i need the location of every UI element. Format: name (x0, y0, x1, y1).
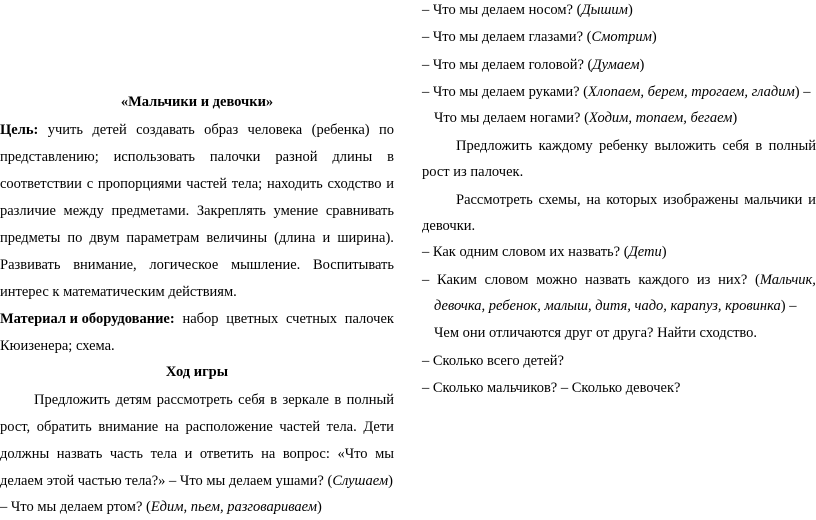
goal-word: Развивать (0, 257, 61, 273)
section-heading: Ход игры (165, 364, 229, 380)
question-word: каждого (638, 272, 690, 288)
question-text: – Как одним словом их назвать? ( (422, 244, 629, 260)
goal-line-4 (0, 201, 394, 221)
paren-open: ( (755, 272, 760, 288)
paren-close: ) – (794, 84, 811, 100)
answer-text: Смотрим (591, 29, 652, 45)
goal-word: в (387, 149, 394, 165)
paren-close: ) (388, 473, 393, 489)
answer-text: Едим, пьем, разговариваем (150, 499, 317, 515)
question-text: делаем этой частью тела?» – Что мы делаем ушами? ( (0, 473, 333, 489)
paragraph-line-1 (34, 390, 394, 410)
goal-word: Закреплять (196, 203, 266, 219)
goal-word: использовать (113, 149, 196, 165)
question-hands (422, 82, 810, 102)
paragraph2-line-2: рост из палочек. (422, 164, 524, 180)
paragraph-word: в (270, 392, 278, 408)
question-each-line-3: Чем они отличаются друг от друга? Найти сходство. (434, 325, 758, 341)
paragraph-word: полный (768, 138, 816, 154)
paragraph-word: на (261, 446, 276, 462)
goal-word: предметы (0, 230, 61, 246)
goal-word: умение (273, 203, 319, 219)
paragraph-word: внимание (98, 419, 159, 435)
question-word: – (422, 272, 430, 288)
goal-word: сравнивать (325, 203, 394, 219)
material-label: Материал и оборудование: (0, 311, 175, 327)
goal-word: различие (0, 203, 56, 219)
paragraph-word: каждому (538, 138, 593, 154)
paragraph-word: рассмотреть (156, 392, 233, 408)
goal-word: предметами. (111, 203, 190, 219)
paren-close: ) (639, 57, 645, 73)
paragraph-word: мальчики (744, 192, 803, 208)
question-text: – Что мы делаем глазами? ( (422, 29, 592, 45)
question-how-many: – Сколько всего детей? (422, 353, 564, 369)
goal-word: пропорциями (97, 176, 182, 192)
paragraph-word: назвать (56, 446, 103, 462)
paren-close: ) (627, 2, 633, 18)
goal-word: палочки (209, 149, 261, 165)
paragraph-word: и (184, 446, 193, 462)
question-text: – Что мы делаем ртом? ( (0, 499, 151, 515)
question-word: можно (536, 272, 578, 288)
paragraph-line-5 (0, 497, 322, 517)
goal-word: (ребенка) (311, 122, 370, 138)
paragraph-word: частей (279, 419, 321, 435)
question-text: – Что мы делаем носом? ( (422, 2, 582, 18)
goal-word: между (63, 203, 104, 219)
paragraph-word: Предложить (34, 392, 111, 408)
paragraph-line-4 (0, 471, 393, 491)
paragraph-word: часть (109, 446, 144, 462)
paragraph-word: в (755, 138, 763, 154)
paragraph-word: себя (722, 138, 750, 154)
question-eyes (422, 27, 657, 47)
goal-line-2 (0, 147, 394, 167)
paragraph-word: схемы, (538, 192, 581, 208)
paragraph-word: тела (150, 446, 178, 462)
goal-word: мышление. (230, 257, 301, 273)
paragraph-word: рост, (0, 419, 31, 435)
material-word: счетных (286, 311, 337, 327)
paragraph-word: в (334, 392, 342, 408)
paragraph2-line-1 (456, 136, 816, 156)
goal-word: и (386, 176, 394, 192)
question-nose (422, 0, 633, 20)
question-text: – Что мы делаем руками? ( (422, 84, 588, 100)
material-word: палочек (344, 311, 394, 327)
paragraph-word: мы (375, 446, 394, 462)
goal-word: сходство (327, 176, 382, 192)
question-word: Каким (436, 272, 477, 288)
paragraph-word: Дети (363, 419, 394, 435)
goal-label: Цель: (0, 122, 39, 138)
paragraph-word: зеркале (282, 392, 329, 408)
goal-word: ширина). (337, 230, 394, 246)
answer-text: Думаем (592, 57, 640, 73)
goal-word: образ (204, 122, 239, 138)
goal-word: по (378, 122, 394, 138)
goal-line-5 (0, 228, 394, 248)
material-word: цветных (226, 311, 279, 327)
paragraph-word: выложить (654, 138, 716, 154)
paragraph-word: изображены (662, 192, 739, 208)
answer-text: Дышим (581, 2, 628, 18)
paragraph-word: себя (238, 392, 265, 408)
paragraph-word: должны (0, 446, 50, 462)
answer-text: Ходим, топаем, бегаем (588, 110, 733, 126)
goal-word: находить (266, 176, 323, 192)
answer-start (755, 270, 816, 290)
question-text: – Что мы делаем головой? ( (422, 57, 593, 73)
paren-close: ) (651, 29, 657, 45)
goal-word: двум (89, 230, 120, 246)
paragraph-word: полный (346, 392, 394, 408)
paragraph-word: ответить (199, 446, 254, 462)
goal-word: частей (186, 176, 227, 192)
question-one-word (422, 242, 667, 262)
paren-close: ) – (780, 298, 797, 314)
goal-word: создавать (136, 122, 195, 138)
goal-word: параметрам (126, 230, 200, 246)
goal-word: логическое (149, 257, 219, 273)
paragraph-word: «Что (337, 446, 368, 462)
answer-text: девочка, ребенок, малыш, дитя, чадо, карапуз, кровинка (434, 298, 781, 314)
goal-word: тела; (231, 176, 263, 192)
question-word: назвать (585, 272, 631, 288)
goal-word: по (67, 230, 83, 246)
paragraph-word: Рассмотреть (456, 192, 533, 208)
paragraph-word: тела. (326, 419, 357, 435)
answer-text: Слушаем (332, 473, 389, 489)
paren-close: ) (661, 244, 667, 260)
goal-word: разной (275, 149, 318, 165)
goal-word: учить (47, 122, 83, 138)
material-line-2: Кюизенера; схема. (0, 338, 115, 354)
question-legs (434, 108, 737, 128)
paragraph-word: и (808, 192, 816, 208)
paren-close: ) (732, 110, 738, 126)
question-word: них? (718, 272, 748, 288)
paragraph-line-2 (0, 417, 394, 437)
goal-word: внимание, (73, 257, 137, 273)
question-head (422, 55, 644, 75)
answer-text: Дети (628, 244, 662, 260)
paren-close: ) (316, 499, 322, 515)
game-title: «Мальчики и девочки» (120, 94, 274, 110)
paragraph-word: Предложить (456, 138, 533, 154)
goal-word: представлению; (0, 149, 99, 165)
goal-word: детей (92, 122, 127, 138)
paragraph3-line-1 (456, 190, 816, 210)
goal-word: с (86, 176, 94, 192)
question-word: словом (484, 272, 529, 288)
paragraph-word: детям (115, 392, 152, 408)
goal-line-3 (0, 174, 394, 194)
paragraph-line-3 (0, 444, 394, 464)
question-boys-girls: – Сколько мальчиков? – Сколько девочек? (422, 380, 681, 396)
answer-text: Мальчик, (759, 272, 816, 288)
goal-word: и (322, 230, 331, 246)
goal-word: Воспитывать (313, 257, 394, 273)
goal-word: величины (206, 230, 268, 246)
goal-word: длины (332, 149, 373, 165)
goal-word: человека (247, 122, 303, 138)
goal-line-1 (0, 120, 394, 140)
paragraph-word: расположение (185, 419, 273, 435)
paragraph3-line-2: девочки. (422, 218, 476, 234)
question-text: Что мы делаем ногами? ( (434, 110, 589, 126)
answer-text: Хлопаем, берем, трогаем, гладим (587, 84, 795, 100)
paragraph-word: обратить (36, 419, 92, 435)
question-each-line-1 (422, 270, 816, 290)
paragraph-word: вопрос: (282, 446, 330, 462)
paragraph-word: которых (606, 192, 658, 208)
paragraph-word: на (586, 192, 601, 208)
paragraph-word: ребенку (598, 138, 649, 154)
goal-line-6 (0, 255, 394, 275)
question-word: из (696, 272, 711, 288)
goal-word: соответствии (0, 176, 82, 192)
goal-line-7: интерес к математическим действиям. (0, 284, 237, 300)
paragraph-word: на (164, 419, 179, 435)
question-each-line-2 (434, 296, 797, 316)
material-word: набор (182, 311, 219, 327)
material-line-1 (0, 309, 394, 329)
goal-word: (длина (274, 230, 316, 246)
